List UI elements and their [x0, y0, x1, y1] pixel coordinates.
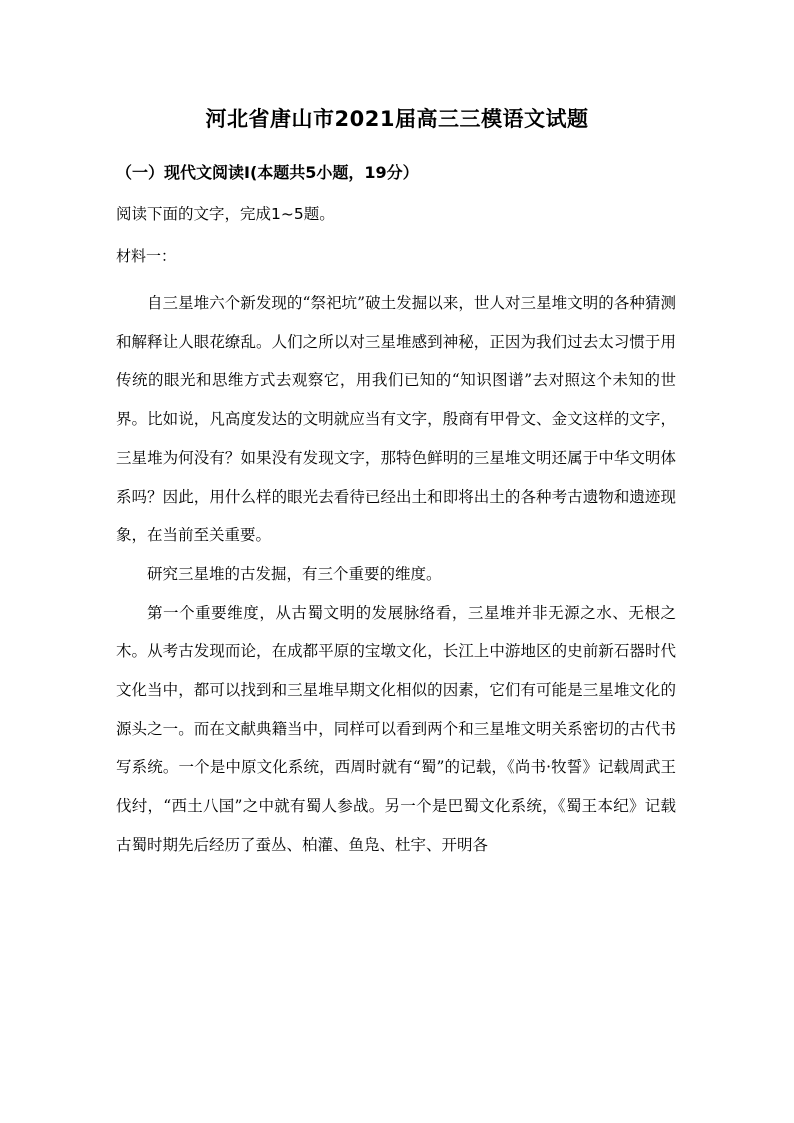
- paragraph-2: 研究三星堆的古发掘，有三个重要的维度。: [147, 564, 442, 583]
- paragraph-3: 第一个重要维度，从古蜀文明的发展脉络看，三星堆并非无源之水、无根之木。从考古发现而论，在成都平原的宝墩文化，长江上中游地区的史前新石器时代文化当中，都可以找到和三星堆早期文化相似的因素，它们有可能是三星堆文化的源头之一。而在文献典籍当中，同样可以看到两个和三星堆文明关系密切的古代书写系统。一个是中原文化系统，西周时就有“蜀”的记载，《尚书·牧誓》记载周武王伐纣，“西土八国”之中就有蜀人参战。另一个是巴蜀文化系统，《蜀王本纪》记载古蜀时期先后经历了蚕丛、柏灌、鱼凫、杜宇、开明各: [116, 603, 676, 854]
- article-body: [116, 284, 676, 865]
- material-label: 材料一：: [116, 247, 177, 265]
- section-heading: （一）现代文阅读I(本题共5小题，19分）: [116, 163, 419, 182]
- document-title: 河北省唐山市2021届高三三模语文试题: [205, 107, 589, 131]
- paragraph-1: 自三星堆六个新发现的“祭祀坑”破土发掘以来，世人对三星堆文明的各种猜测和解释让人眼花缭乱。人们之所以对三星堆感到神秘，正因为我们过去太习惯于用传统的眼光和思维方式去观察它，用我们已知的“知识图谱”去对照这个未知的世界。比如说，凡高度发达的文明就应当有文字，殷商有甲骨文、金文这样的文字，三星堆为何没有？如果没有发现文字，那特色鲜明的三星堆文明还属于中华文明体系吗？因此，用什么样的眼光去看待已经出土和即将出土的各种考古遗物和遗迹现象，在当前至关重要。: [116, 294, 676, 545]
- reading-instruction: 阅读下面的文字，完成1~5题。: [116, 205, 335, 223]
